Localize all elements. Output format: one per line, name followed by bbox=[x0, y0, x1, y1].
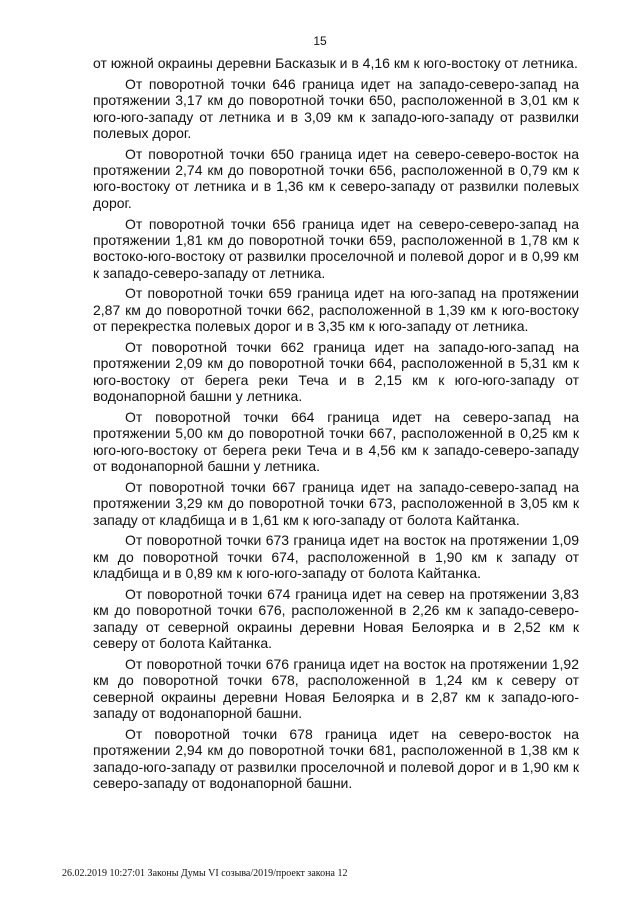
paragraph-point-664: От поворотной точки 664 граница идет на северо-запад на протяжении 5,00 км до поворотной точки 667, расположенной в 0,25 км к юго-юго-востоку от берега реки Теча и в 4,56 км к западо-северо-западу от водонапорной башни у летника. bbox=[93, 408, 579, 475]
page-number: 15 bbox=[313, 34, 327, 48]
paragraph-point-667: От поворотной точки 667 граница идет на западо-северо-запад на протяжении 3,29 км до поворотной точки 673, расположенной в 3,05 км к западу от кладбища и в 1,61 км к юго-западу от болота Кайтанка. bbox=[93, 478, 579, 528]
paragraph-continuation: от южной окраины деревни Басказык и в 4,16 км к юго-востоку от летника. bbox=[93, 55, 578, 71]
paragraph-point-646: От поворотной точки 646 граница идет на западо-северо-запад на протяжении 3,17 км до поворотной точки 650, расположенной в 3,01 км к юго-юго-западу от летника и в 3,09 км к западо-юго-западу от развилки полевых дорог. bbox=[93, 75, 579, 141]
paragraph-point-676: От поворотной точки 676 граница идет на восток на протяжении 1,92 км до поворотной точки 678, расположенной в 1,24 км к северу от северной окраины деревни Новая Белоярка и в 2,87 км к западо-юго-западу от водонапорной башни. bbox=[93, 655, 579, 721]
paragraph-point-673: От поворотной точки 673 граница идет на восток на протяжении 1,09 км до поворотной точки 674, расположенной в 1,90 км к западу от кладбища и в 0,89 км к юго-юго-западу от болота Кайтанка. bbox=[93, 532, 579, 582]
paragraph-point-678: От поворотной точки 678 граница идет на северо-восток на протяжении 2,94 км до поворотной точки 681, расположенной в 1,38 км к западо-юго-западу от развилки проселочной и полевой дорог и в 1,90 км к северо-западу от водонапорной башни. bbox=[93, 725, 579, 791]
paragraph-point-662: От поворотной точки 662 граница идет на западо-юго-запад на протяжении 2,09 км до поворотной точки 664, расположенной в 5,31 км к юго-востоку от берега реки Теча и в 2,15 км к юго-юго-западу от водонапорной башни у летника. bbox=[93, 338, 579, 405]
document-footer: 26.02.2019 10:27:01 Законы Думы VI созыва/2019/проект закона 12 bbox=[62, 868, 348, 879]
paragraph-point-674: От поворотной точки 674 граница идет на север на протяжении 3,83 км до поворотной точки 676, расположенной в 2,26 км к западо-северо-западу от северной окраины деревни Новая Белоярка и в 2,52 км к северу от болота Кайтанка. bbox=[93, 585, 579, 652]
paragraph-point-656: От поворотной точки 656 граница идет на северо-северо-запад на протяжении 1,81 км до поворотной точки 659, расположенной в 1,78 км к востоко-юго-востоку от развилки проселочной и полевой дорог и в 0,99 км к западо-северо-западу от летника. bbox=[93, 215, 579, 281]
paragraph-point-659: От поворотной точки 659 граница идет на юго-запад на протяжении 2,87 км до поворотной точки 662, расположенной в 1,39 км к юго-востоку от перекрестка полевых дорог и в 3,35 км к юго-западу от летника. bbox=[93, 285, 579, 335]
paragraph-point-650: От поворотной точки 650 граница идет на северо-северо-восток на протяжении 2,74 км до поворотной точки 656, расположенной в 0,79 км к юго-востоку от летника и в 1,36 км к северо-западу от развилки полевых дорог. bbox=[93, 145, 579, 211]
document-body bbox=[93, 55, 579, 796]
